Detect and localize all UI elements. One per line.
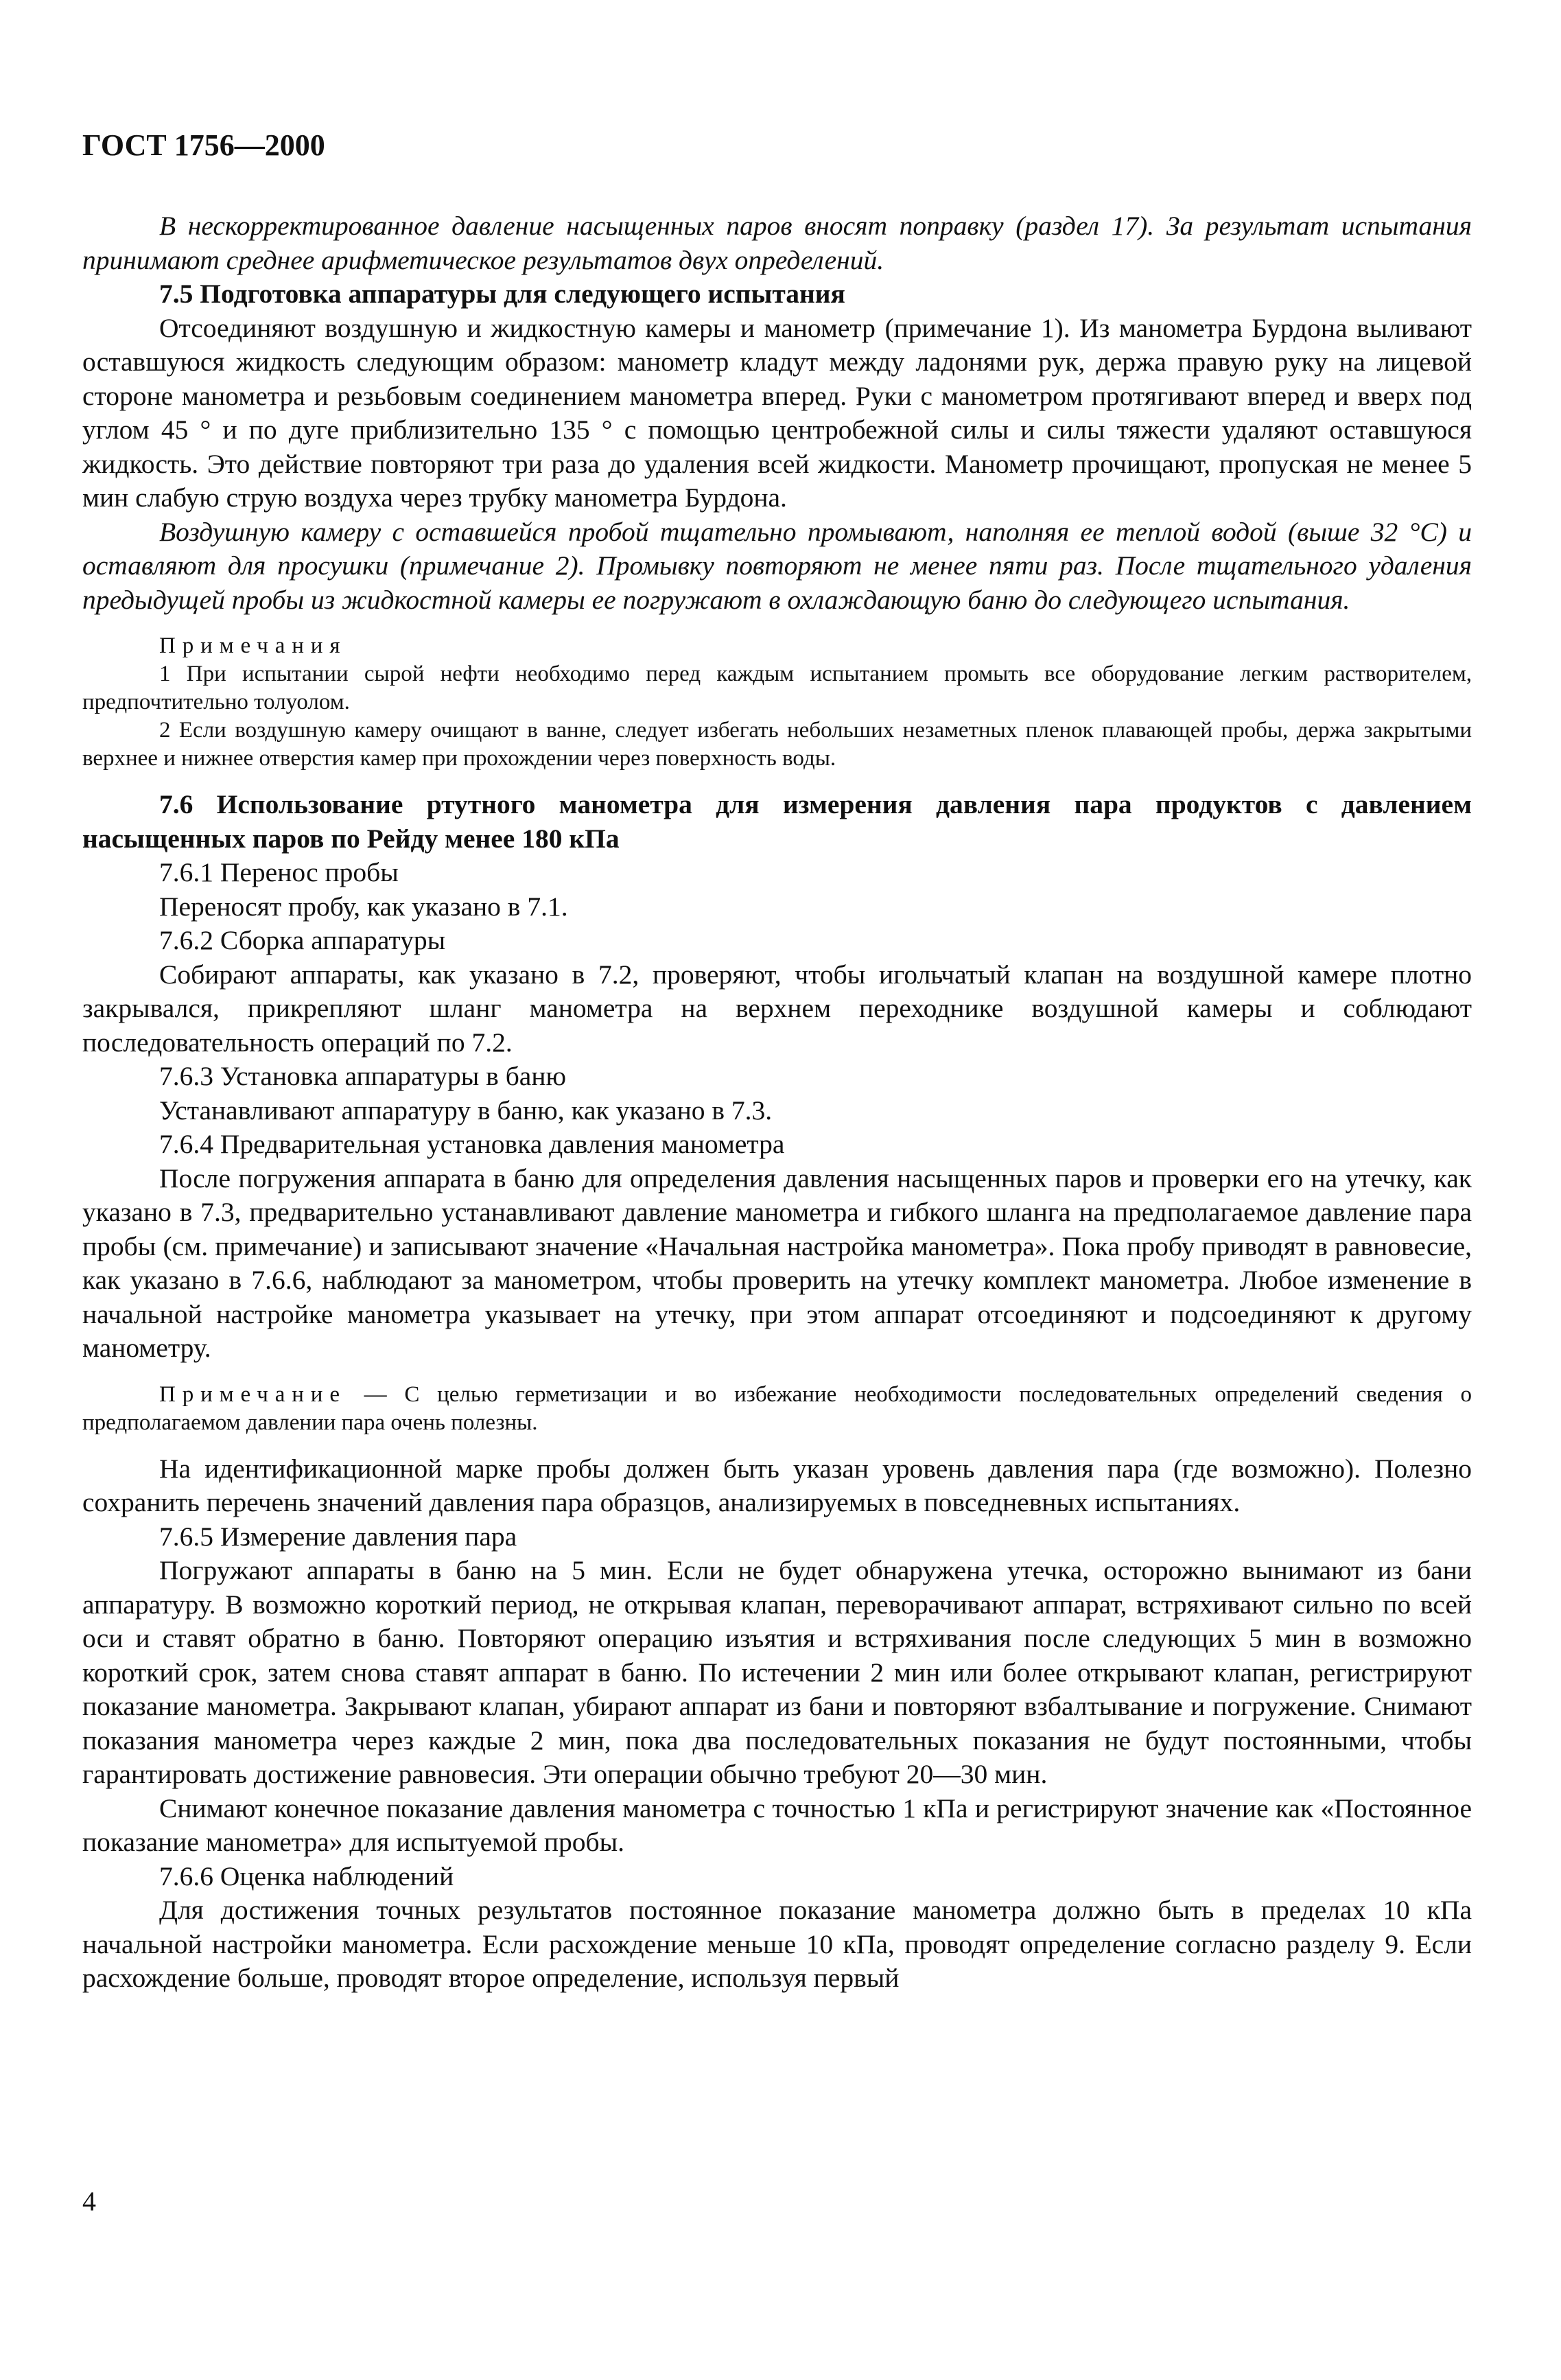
note-text: — С целью герметизации и во избежание необходимости последовательных определений сведения о предполагаемом давлении пара очень полезны. (82, 1381, 1472, 1435)
section-heading-7-6: 7.6 Использование ртутного манометра для измерения давления пара продуктов с давлением насыщенных паров по Рейду менее 180 кПа (82, 789, 1472, 854)
paragraph: Устанавливают аппаратуру в баню, как указано в 7.3. (159, 1095, 773, 1125)
subsection-heading-7-6-6: 7.6.6 Оценка наблюдений (159, 1860, 454, 1891)
subsection-heading-7-6-2: 7.6.2 Сборка аппаратуры (159, 925, 446, 955)
paragraph: Собирают аппараты, как указано в 7.2, проверяют, чтобы игольчатый клапан на воздушной камере плотно закрывался, прикрепляют шланг манометра на верхнем переходнике воздушной камеры и соблюдают последовательность операций по 7.2. (82, 959, 1472, 1058)
note-item: 2 Если воздушную камеру очищают в ванне, следует избегать небольших незаметных пленок плавающей пробы, держа закрытыми верхнее и нижнее отверстия камер при прохождении через поверхность воды. (82, 718, 1472, 771)
notes-heading: Примечания (159, 633, 347, 658)
paragraph: Погружают аппараты в баню на 5 мин. Если не будет обнаружена утечка, осторожно вынимают из бани аппаратуру. В возможно короткий период, не открывая клапан, переворачивают аппарат, встряхивают сильно по всей оси и ставят обратно в баню. Повторяют операцию изъятия и встряхивания после следующих 5 мин в возможно короткий срок, затем снова ставят аппарат в баню. По истечении 2 мин или более открывают клапан, регистрируют показание манометра. Закрывают клапан, убирают аппарат из бани и повторяют взбалтывание и погружение. Снимают показания манометра через каждые 2 мин, пока два последовательных показания не будут постоянными, чтобы гарантировать достижение равновесия. Эти операции обычно требуют 20—30 мин. (82, 1555, 1472, 1789)
section-heading-7-5: 7.5 Подготовка аппаратуры для следующего испытания (159, 279, 845, 309)
subsection-heading-7-6-5: 7.6.5 Измерение давления пара (159, 1521, 517, 1552)
paragraph: В нескорректированное давление насыщенных паров вносят поправку (раздел 17). За результат испытания принимают среднее арифметическое результатов двух определений. (82, 211, 1472, 275)
paragraph: Отсоединяют воздушную и жидкостную камеры и манометр (примечание 1). Из манометра Бурдона выливают оставшуюся жидкость следующим образом: манометр кладут между ладонями рук, держа правую руку на лицевой стороне манометра и резьбовым соединением манометра вперед. Руки с манометром протягивают вперед и вверх под углом 45 ° и по дуге приблизительно 135 ° с помощью центробежной силы и силы тяжести удаляют оставшуюся жидкость. Это действие повторяют три раза до удаления всей жидкости. Манометр прочищают, пропуская не менее 5 мин слабую струю воздуха через трубку манометра Бурдона. (82, 312, 1472, 513)
note-item: 1 При испытании сырой нефти необходимо перед каждым испытанием промыть все оборудование легким растворителем, предпочтительно толуолом. (82, 662, 1472, 714)
note-block (82, 1381, 1472, 1437)
paragraph: Снимают конечное показание давления манометра с точностью 1 кПа и регистрируют значение как «Постоянное показание манометра» для испытуемой пробы. (82, 1793, 1472, 1857)
paragraph: Воздушную камеру с оставшейся пробой тщательно промывают, наполняя ее теплой водой (выше 32 °С) и оставляют для просушки (примечание 2). Промывку повторяют не менее пяти раз. После тщательного удаления предыдущей пробы из жидкостной камеры ее погружают в охлаждающую баню до следующего испытания. (82, 516, 1472, 615)
page-number: 4 (82, 2186, 96, 2217)
subsection-heading-7-6-1: 7.6.1 Перенос пробы (159, 857, 399, 887)
doc-header: ГОСТ 1756—2000 (82, 128, 325, 162)
note-label: Примечание (159, 1381, 347, 1407)
paragraph: На идентификационной марке пробы должен быть указан уровень давления пара (где возможно). Полезно сохранить перечень значений давления пара образцов, анализируемых в повседневных испытаниях. (82, 1453, 1472, 1517)
subsection-heading-7-6-4: 7.6.4 Предварительная установка давления манометра (159, 1129, 785, 1159)
subsection-heading-7-6-3: 7.6.3 Установка аппаратуры в баню (159, 1061, 566, 1091)
paragraph: Переносят пробу, как указано в 7.1. (159, 891, 568, 922)
document-body (82, 209, 1472, 1996)
paragraph: Для достижения точных результатов постоянное показание манометра должно быть в пределах 10 кПа начальной настройки манометра. Если расхождение меньше 10 кПа, проводят определение согласно разделу 9. Если расхождение больше, проводят второе определение, используя первый (82, 1895, 1472, 1993)
paragraph: После погружения аппарата в баню для определения давления насыщенных паров и проверки его на утечку, как указано в 7.3, предварительно устанавливают давление манометра и гибкого шланга на предполагаемое давление пара пробы (см. примечание) и записывают значение «Начальная настройка манометра». Пока пробу приводят в равновесие, как указано в 7.6.6, наблюдают за манометром, чтобы проверить на утечку комплект манометра. Любое изменение в начальной настройке манометра указывает на утечку, при этом аппарат отсоединяют и подсоединяют к другому манометру. (82, 1163, 1472, 1363)
